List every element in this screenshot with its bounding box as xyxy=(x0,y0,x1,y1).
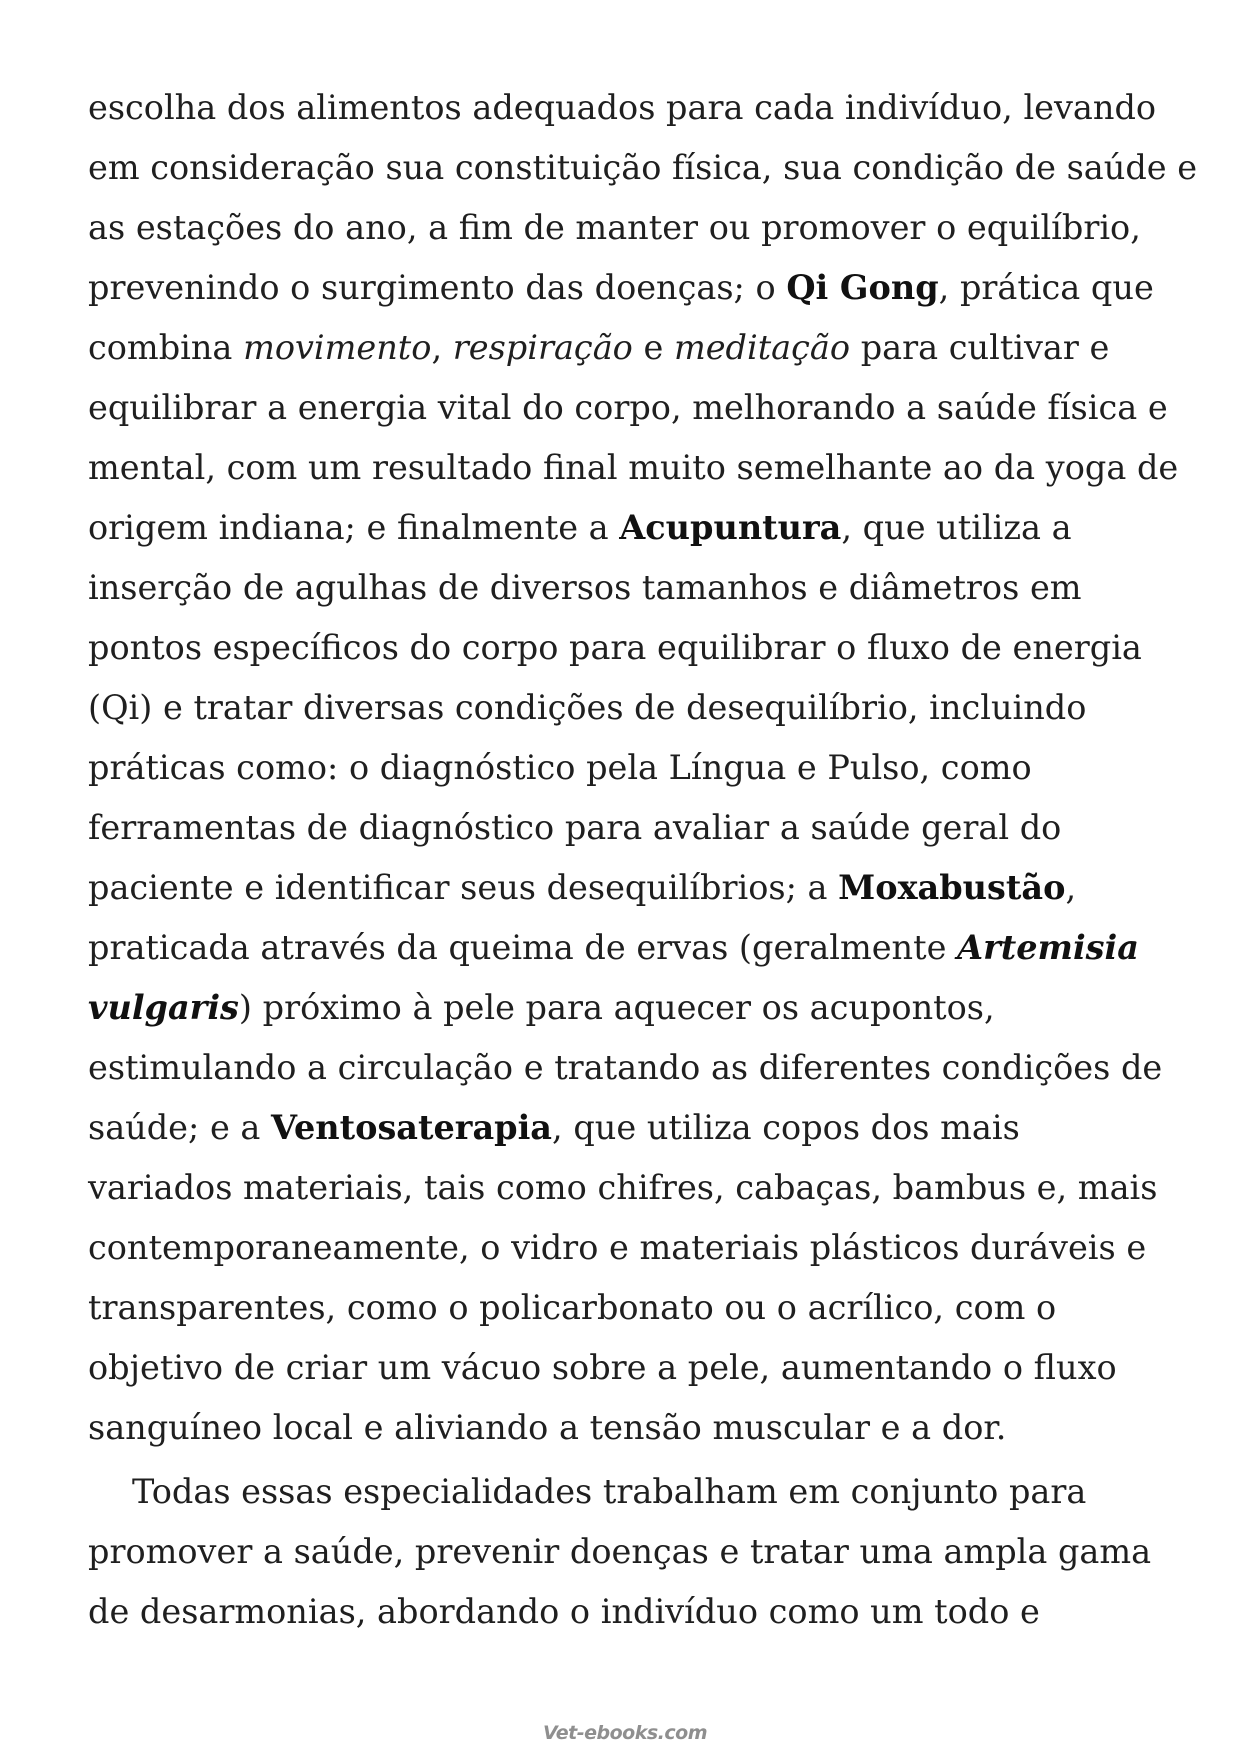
term-ventosaterapia: Ventosaterapia xyxy=(271,1108,553,1147)
text-line: ferramentas de diagnóstico para avaliar a saúde geral do xyxy=(88,808,1062,847)
text-run: , xyxy=(431,328,453,367)
text-line xyxy=(88,918,1168,978)
text-line: contemporaneamente, o vidro e materiais plásticos duráveis e xyxy=(88,1228,1147,1267)
term-acupuntura: Acupuntura xyxy=(619,508,842,547)
text-line: em consideração sua constituição física, sua condição de saúde e xyxy=(88,148,1198,187)
text-run: paciente e identificar seus desequilíbrios; a xyxy=(88,868,839,907)
text-run: praticada através da queima de ervas (geralmente xyxy=(88,928,958,967)
text-line: escolha dos alimentos adequados para cada indivíduo, levando xyxy=(88,88,1157,127)
text-line: pontos específicos do corpo para equilibrar o fluxo de energia xyxy=(88,628,1142,667)
paragraph xyxy=(88,1462,1168,1642)
text-run: , que utiliza copos dos mais xyxy=(552,1108,1020,1147)
watermark-logo: Vet-ebooks.com xyxy=(542,1722,708,1744)
text-line xyxy=(88,318,1168,378)
text-run: , que utiliza a xyxy=(841,508,1072,547)
text-line: transparentes, como o policarbonato ou o acrílico, com o xyxy=(88,1288,1057,1327)
text-run: , xyxy=(1065,868,1077,907)
text-line: variados materiais, tais como chifres, cabaças, bambus e, mais xyxy=(88,1168,1158,1207)
text-line: equilibrar a energia vital do corpo, melhorando a saúde física e xyxy=(88,388,1168,427)
text-line: inserção de agulhas de diversos tamanhos e diâmetros em xyxy=(88,568,1082,607)
text-line xyxy=(88,978,1168,1038)
text-line: promover a saúde, prevenir doenças e tratar uma ampla gama xyxy=(88,1532,1152,1571)
emphasis-respiracao: respiração xyxy=(452,328,633,367)
text-line: sanguíneo local e aliviando a tensão muscular e a dor. xyxy=(88,1408,1007,1447)
text-line: mental, com um resultado final muito semelhante ao da yoga de xyxy=(88,448,1179,487)
text-run: combina xyxy=(88,328,244,367)
term-vulgaris: vulgaris xyxy=(88,988,239,1027)
text-run: ) próximo à pele para aquecer os acupontos, xyxy=(238,988,995,1027)
text-run: prevenindo o surgimento das doenças; o xyxy=(88,268,787,307)
text-run: saúde; e a xyxy=(88,1108,272,1147)
text-line xyxy=(88,858,1168,918)
text-line: práticas como: o diagnóstico pela Língua e Pulso, como xyxy=(88,748,1032,787)
text-line xyxy=(88,258,1168,318)
term-artemisia: Artemisia xyxy=(957,928,1139,967)
text-line: Todas essas especialidades trabalham em conjunto para xyxy=(132,1472,1087,1511)
text-run: para cultivar e xyxy=(850,328,1110,367)
text-line xyxy=(88,1098,1168,1158)
text-line xyxy=(88,498,1168,558)
text-run: , prática que xyxy=(938,268,1154,307)
text-run: e xyxy=(632,328,674,367)
emphasis-movimento: movimento xyxy=(243,328,432,367)
text-line: objetivo de criar um vácuo sobre a pele, aumentando o fluxo xyxy=(88,1348,1117,1387)
emphasis-meditacao: meditação xyxy=(673,328,851,367)
paragraph xyxy=(88,78,1198,1458)
text-line: (Qi) e tratar diversas condições de desequilíbrio, incluindo xyxy=(88,688,1087,727)
text-line: as estações do ano, a fim de manter ou promover o equilíbrio, xyxy=(88,208,1141,247)
term-moxabustao: Moxabustão xyxy=(838,868,1066,907)
text-line: estimulando a circulação e tratando as diferentes condições de xyxy=(88,1048,1163,1087)
body-text xyxy=(88,78,1198,1642)
term-qi-gong: Qi Gong xyxy=(786,268,939,307)
text-run: origem indiana; e finalmente a xyxy=(88,508,620,547)
text-line: de desarmonias, abordando o indivíduo como um todo e xyxy=(88,1592,1040,1631)
